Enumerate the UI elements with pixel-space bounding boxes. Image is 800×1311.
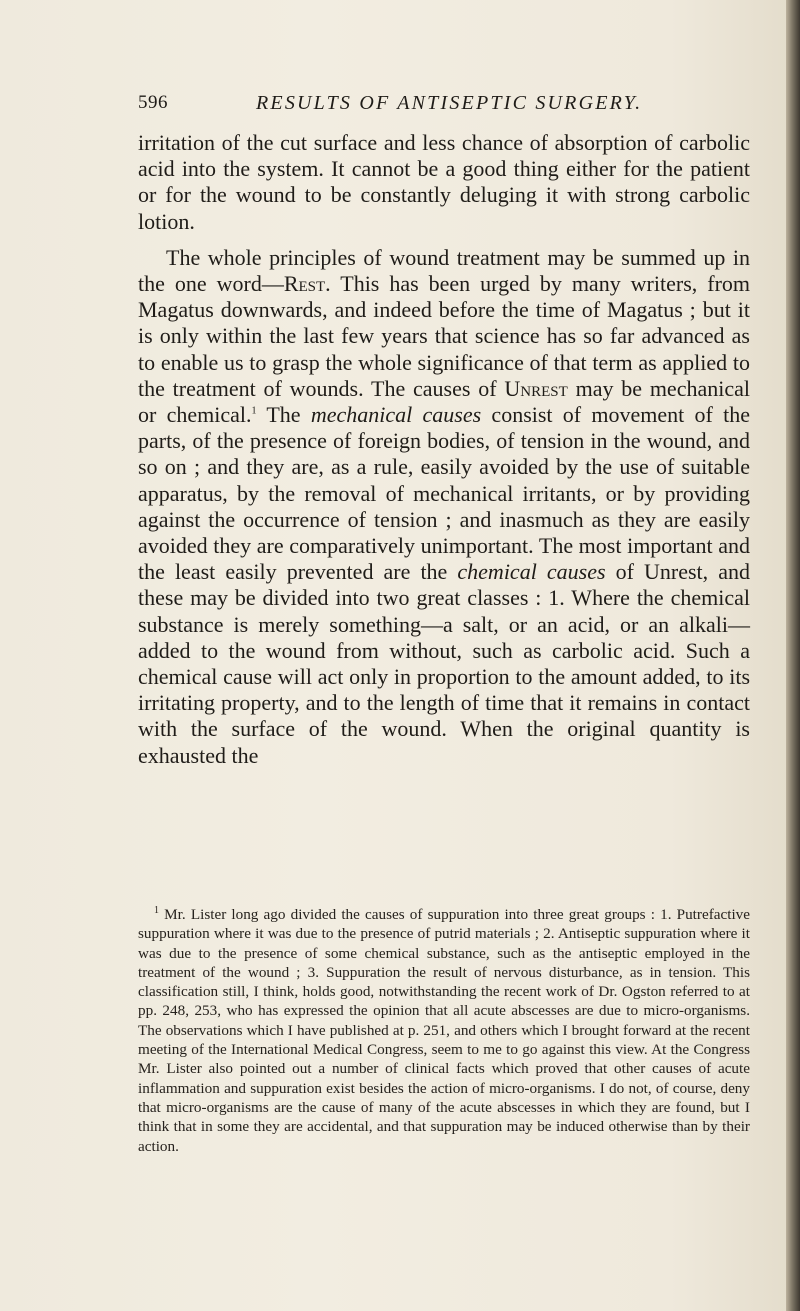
footnote-marker: 1 — [154, 904, 159, 916]
footnote-text: Mr. Lister long ago divided the causes of suppuration into three great groups : 1. Putrefactive suppuration where it was due to the presence of putrid materials ; 2. Antiseptic suppuration where it was due to the presence of some chemical substance, such as the antiseptic employed in the treatment of the wound ; 3. Suppuration the result of nervous disturbance, as in tension. This classification still, I think, holds good, notwithstanding the recent work of Dr. Ogston referred to at pp. 248, 253, who has expressed the opinion that all acute abscesses are due to micro-organisms. The observations which I have published at p. 251, and others which I brought forward at the recent meeting of the International Medical Congress, seem to me to go against this view. At the Congress Mr. Lister also pointed out a number of clinical facts which proved that other causes of acute inflammation and suppuration exist besides the action of micro-organisms. I do not, of course, deny that micro-organisms are the cause of many of the acute abscesses in which they are found, but I think that in some they are accidental, and that suppuration may be induced otherwise than by their action. — [138, 906, 751, 1155]
p2-text-c: may be mechanical or chemical. — [138, 375, 750, 428]
p2-text-e: consist of movement of the parts, of the presence of foreign bodies, of tension in the wound, and so on ; and they are, as a rule, easily avoided by the use of suitable apparatus, by the removal of mechanical irritants, or by providing against the occurrence of tension ; and inasmuch as they are easily avoided they are comparatively unimportant. The most important and the least easily prevented are the — [138, 402, 750, 585]
term-mechanical-causes: mechanical causes — [310, 402, 482, 428]
p2-text-d: The — [256, 402, 311, 428]
paragraph-2 — [138, 245, 750, 769]
running-head: RESULTS OF ANTISEPTIC SURGERY. — [256, 92, 643, 114]
footnotes — [138, 905, 750, 1156]
p2-text-b: . This has been urged by many writers, from Magatus downwards, and indeed before the time of Magatus ; but it is only within the last few years that science has so far advanced as to enable us to grasp the whole significance of that term as applied to the treatment of wounds. The causes of — [138, 271, 751, 401]
page-edge-shadow — [786, 0, 800, 1311]
footnote-reference: 1 — [251, 405, 257, 417]
p2-text-f: of Unrest, and these may be divided into two great classes : 1. Where the chemical substance is merely something—a salt, or an acid, or an alkali—added to the wound from without, such as carbolic acid. Such a chemical cause will act only in proportion to the amount added, to its irritating property, and to the length of time that it remains in contact with the surface of the wound. When the original quantity is exhausted the — [138, 559, 751, 768]
term-rest: Rest — [283, 271, 326, 297]
term-chemical-causes: chemical causes — [457, 559, 606, 585]
page-header — [138, 92, 778, 118]
p2-text-a: The whole principles of wound treatment may be summed up in the one word— — [138, 244, 750, 297]
footnote-1 — [138, 905, 750, 1156]
paragraph-1: irritation of the cut surface and less chance of absorption of carbolic acid into the system. It cannot be a good thing either for the patient or for the wound to be constantly deluging it with strong carbolic lotion. — [138, 130, 750, 234]
body-text — [138, 130, 750, 769]
term-unrest: Unrest — [504, 375, 568, 401]
page-number: 596 — [138, 92, 168, 113]
